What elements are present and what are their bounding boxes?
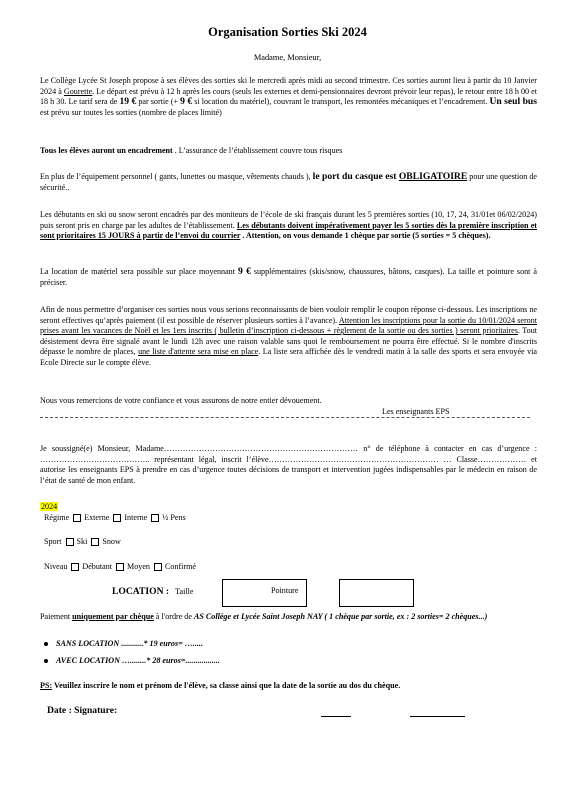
demi-pension-checkbox[interactable]: [151, 514, 159, 522]
date-blank-2[interactable]: [410, 716, 465, 717]
interne-checkbox[interactable]: [113, 514, 121, 522]
ps-note: PS: Veuillez inscrire le nom et prénom de l'élève, sa classe ainsi que la date de la sortie au dos du chèque.: [40, 681, 401, 690]
rental-paragraph: La location de matériel sera possible sur place moyennant 9 € supplémentaires (skis/snow, chaussures, bâtons, casques). La taille et pointure sont à préciser.: [40, 266, 537, 287]
moyen-checkbox[interactable]: [116, 563, 124, 571]
year-highlight: 2024: [41, 502, 58, 511]
sans-location-line: SANS LOCATION ...........* 19 euros= ….....: [44, 639, 203, 648]
location-row: LOCATION : Taille: [112, 586, 194, 597]
regime-row: Régime Externe Interne ½ Pens: [44, 513, 186, 522]
thanks-paragraph: Nous vous remercions de votre confiance et vous assurons de notre entier dévouement.: [40, 396, 322, 405]
signature-eps: Les enseignants EPS: [382, 407, 450, 416]
externe-checkbox[interactable]: [73, 514, 81, 522]
place-link: Gourette: [63, 86, 93, 96]
date-signature-label: Date : Signature:: [47, 705, 118, 716]
bullet-icon: [44, 659, 48, 663]
intro-paragraph: Le Collège Lycée St Joseph propose à ses élèves des sorties ski le mercredi après midi au second trimestre. Ces sorties auront lieu à partir du 10 Janvier 2024 à Gourette. Le départ est prévu à 12 h après les cours (seuls les externes et demi-pensionnaires devront prévoir leur repas), le retour entre 18 h 00 et 18 h 30. Le tarif sera de 19 € par sortie (+ 9 € si location du matériel), couvrant le transport, les remontées mécaniques et l’encadrement. Un seul bus est prévu sur toutes les sorties (nombre de places limité): [40, 76, 538, 117]
supervision-paragraph: Tous les élèves auront un encadrement . L’assurance de l’établissement couvre tous risques: [40, 146, 343, 155]
payment-instructions: Paiement uniquement par chèque à l'ordre de AS Collège et Lycée Saint Joseph NAY ( 1 chèque par sortie, ex : 2 sorties= 2 chèques...): [40, 612, 488, 621]
registration-paragraph: Afin de nous permettre d’organiser ces sorties nous vous serions reconnaissants de bien vouloir remplir le coupon réponse ci-dessous. Les inscriptions ne seront effectives qu’après paiement (il est possible de réserver plusieurs sorties à l’avance). Attention les inscriptions pour la sortie du 10/01/2024 seront prises avant les vacances de Noël et les 1ers inscrits ( bulletin d’inscription ci-dessous + règlement de la sortie ou des sorties ) seront prioritaires. Tout désistement devra être signalé avant le lundi 12h avec une raison valable sans quoi le remboursement ne pourra être effectué. Si le nombre d'inscrits dépasse le nombre de places, une liste d'attente sera mise en place. La liste sera affichée dès le vendredi matin à la salle des sports et sera envoyée via Ecole Directe sur le compte élève.: [40, 305, 538, 367]
bullet-icon: [44, 642, 48, 646]
niveau-row: Niveau Débutant Moyen Confirmé: [44, 562, 197, 571]
avec-location-line: AVEC LOCATION …........* 28 euros=.................: [44, 656, 220, 665]
beginners-paragraph: Les débutants en ski ou snow seront encadrés par des moniteurs de l’école de ski français durant les 5 premières sorties (10, 17, 24, 31/01et 06/02/2024) puis seront pris en charge par les adultes de l’établissement. Les débutants doivent impérativement payer les 5 sorties dès la première inscription et sont prioritaires 15 JOURS à partir de l’envoi du courrier . Attention, on vous demande 1 chèque par sortie (5 sorties = 5 chèques).: [40, 210, 537, 241]
ski-checkbox[interactable]: [66, 538, 74, 546]
greeting: Madame, Monsieur,: [253, 53, 322, 62]
helmet-paragraph: En plus de l’équipement personnel ( gants, lunettes ou masque, vêtements chauds ), le port du casque est OBLIGATOIRE pour une question de sécurité..: [40, 171, 538, 192]
pointure-label: Pointure: [271, 586, 299, 595]
date-blank-1[interactable]: [321, 716, 351, 717]
cut-line: [40, 417, 530, 418]
location-label: LOCATION :: [112, 586, 170, 597]
confirme-checkbox[interactable]: [154, 563, 162, 571]
snow-checkbox[interactable]: [91, 538, 99, 546]
consent-form-text: Je soussigné(e) Monsieur, Madame……………………………………………………………… n° de téléphone à contacter en cas d’urgence : ………………………………….. représentant légal, inscrit l’élève……………………………………………………… … Classe……………… et autorise les enseignants EPS à prendre en cas d’urgence toutes décisions de transport et intervention jugées indispensables par le médecin en raison de l’état de santé de mon enfant.: [40, 444, 537, 485]
debutant-checkbox[interactable]: [71, 563, 79, 571]
pointure-box[interactable]: [339, 579, 414, 607]
sport-row: Sport Ski Snow: [44, 537, 121, 546]
document-title: Organisation Sorties Ski 2024: [208, 25, 367, 39]
